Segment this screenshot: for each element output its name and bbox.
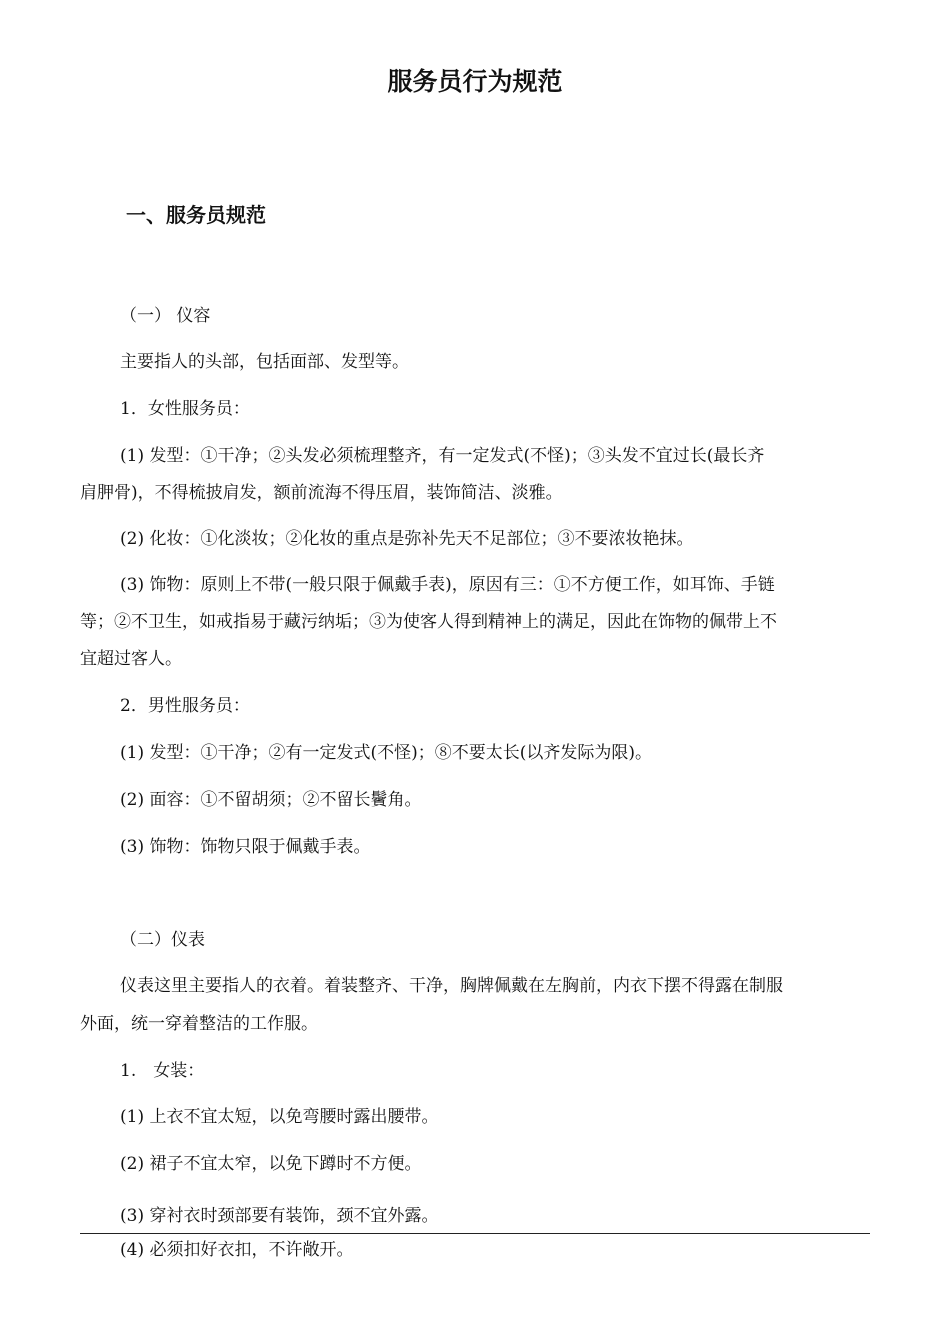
paragraph-line: (2) 面容：①不留胡须；②不留长鬢角。 [120, 790, 422, 810]
paragraph-line: (4) 必须扣好衣扣，不许敞开。 [120, 1240, 354, 1260]
subsection-heading-appearance: （一） 仪容 [120, 306, 211, 326]
paragraph-line: 肩胛骨)，不得梳披肩发，额前流海不得压眉，装饰简洁、淡雅。 [80, 483, 563, 503]
paragraph-line: (1) 发型：①干净；②头发必须梳理整齐，有一定发式(不怪)；③头发不宜过长(最长齐 [120, 446, 765, 466]
footer-rule [80, 1233, 870, 1234]
paragraph-line: 外面，统一穿着整洁的工作服。 [80, 1014, 318, 1034]
paragraph-line: (3) 饰物：饰物只限于佩戴手表。 [120, 837, 371, 857]
paragraph-line: 仪表这里主要指人的衣着。着装整齐、干净，胸牌佩戴在左胸前，内衣下摆不得露在制服 [120, 976, 783, 996]
paragraph-line: (3) 穿衬衣时颈部要有装饰，颈不宜外露。 [120, 1206, 439, 1226]
section-heading: 一、服务员规范 [126, 203, 266, 227]
paragraph-line: 等；②不卫生，如戒指易于藏污纳垢；③为使客人得到精神上的满足，因此在饰物的佩带上不 [80, 612, 777, 632]
paragraph-line: (2) 裙子不宜太窄，以免下蹲时不方便。 [120, 1154, 422, 1174]
list-heading-womens-wear: 1. 女装： [120, 1061, 205, 1081]
paragraph-line: 宜超过客人。 [80, 649, 182, 669]
subsection-heading-attire: （二）仪表 [120, 930, 205, 950]
paragraph-line: (1) 上衣不宜太短，以免弯腰时露出腰带。 [120, 1107, 439, 1127]
document-title: 服务员行为规范 [387, 67, 563, 96]
paragraph-line: (2) 化妆：①化淡妆；②化妆的重点是弥补先天不足部位；③不要浓妆艳抹。 [120, 529, 694, 549]
list-heading-female: 1．女性服务员： [120, 399, 250, 419]
paragraph-line: (1) 发型：①干净；②有一定发式(不怪)；⑧不要太长(以齐发际为限)。 [120, 743, 653, 763]
paragraph-line: (3) 饰物：原则上不带(一般只限于佩戴手表)，原因有三：①不方便工作，如耳饰、手链 [120, 575, 775, 595]
list-heading-male: 2．男性服务员： [120, 696, 250, 716]
paragraph-line: 主要指人的头部，包括面部、发型等。 [120, 352, 409, 372]
